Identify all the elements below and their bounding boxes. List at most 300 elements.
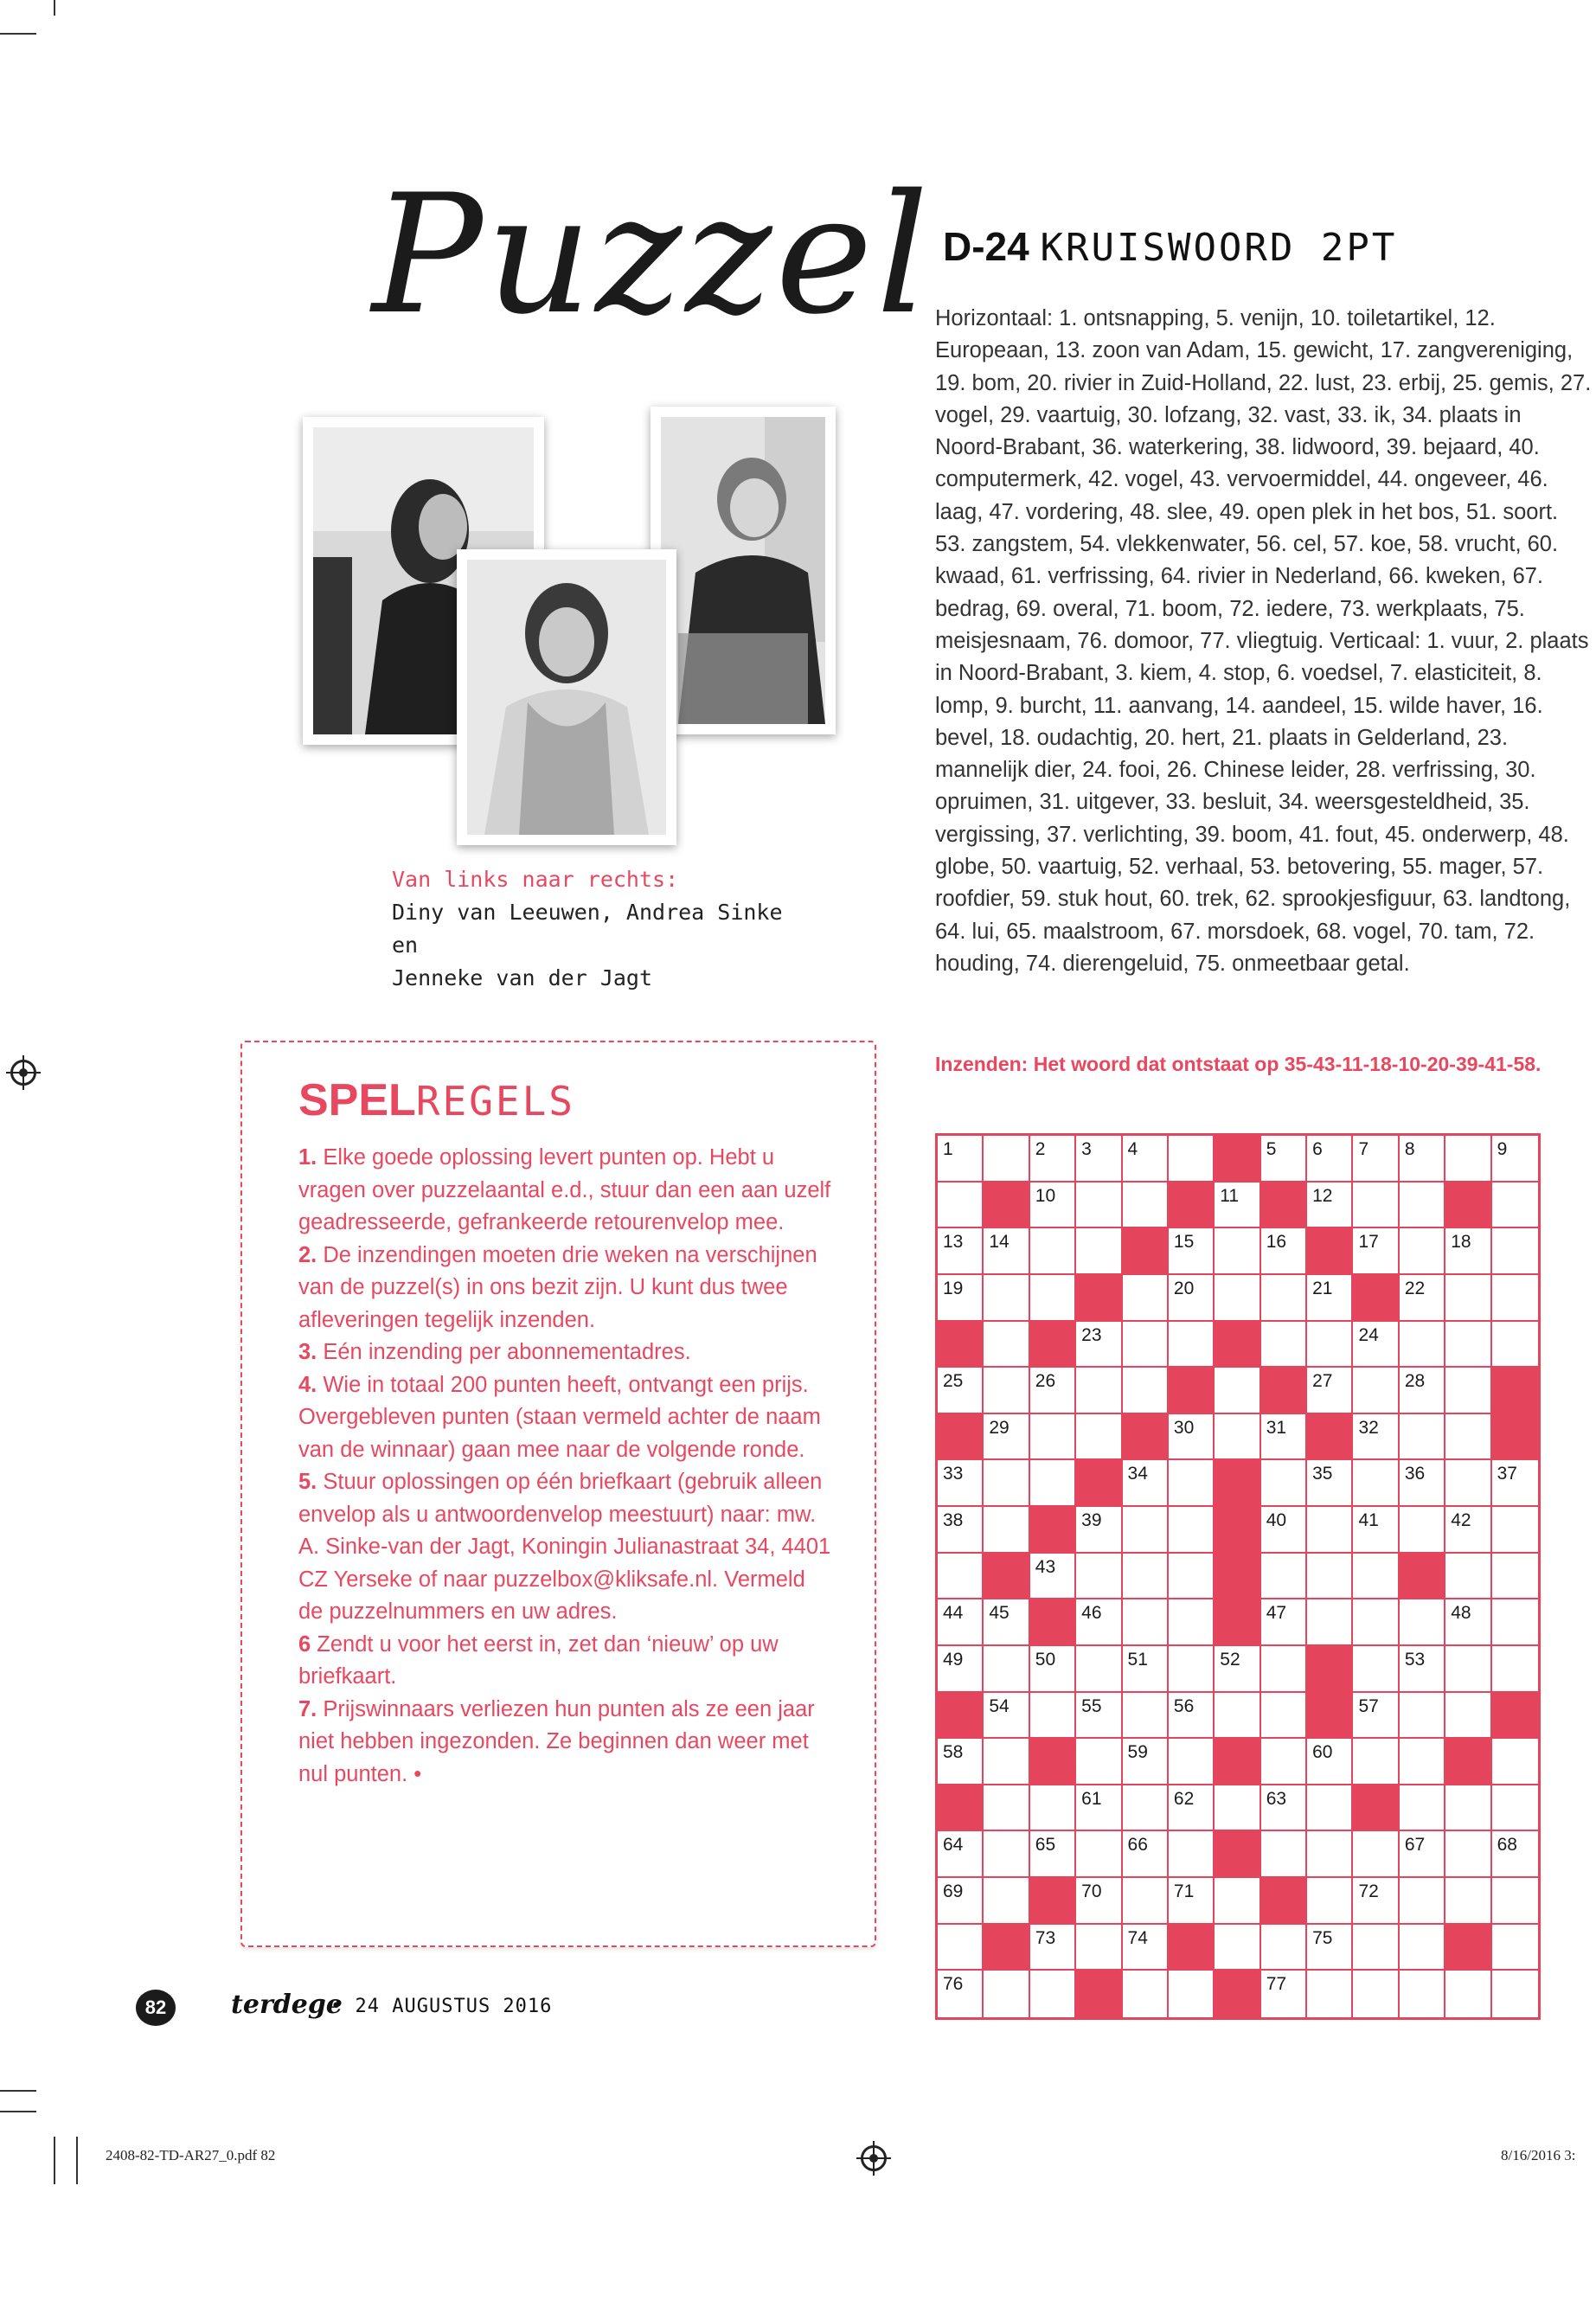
grid-cell[interactable] [1169, 1136, 1215, 1183]
grid-cell[interactable] [1261, 1275, 1307, 1322]
grid-cell[interactable] [1261, 1599, 1307, 1646]
grid-cell[interactable] [1215, 1925, 1260, 1971]
grid-cell[interactable] [938, 1228, 984, 1275]
grid-cell[interactable] [1307, 1460, 1353, 1507]
grid-cell[interactable] [1261, 1414, 1307, 1461]
grid-cell[interactable] [1076, 1599, 1122, 1646]
grid-cell[interactable] [1169, 1599, 1215, 1646]
grid-cell[interactable] [1076, 1554, 1122, 1600]
grid-cell[interactable] [1353, 1554, 1399, 1600]
grid-cell[interactable] [1261, 1785, 1307, 1832]
grid-cell[interactable] [1492, 1785, 1538, 1832]
grid-cell[interactable] [1353, 1368, 1399, 1414]
rule-item [298, 1369, 835, 1467]
grid-cell[interactable] [1030, 1368, 1076, 1414]
grid-cell[interactable] [938, 1460, 984, 1507]
grid-cell[interactable] [1353, 1831, 1399, 1878]
grid-block [1307, 1228, 1353, 1275]
grid-block [1215, 1136, 1260, 1183]
grid-cell[interactable] [984, 1739, 1029, 1785]
grid-cell[interactable] [1445, 1368, 1491, 1414]
grid-cell[interactable] [1076, 1739, 1122, 1785]
grid-cell[interactable] [1445, 1831, 1491, 1878]
grid-cell[interactable] [1030, 1831, 1076, 1878]
grid-cell[interactable] [1353, 1878, 1399, 1925]
rule-item [298, 1240, 835, 1337]
grid-cell[interactable] [1261, 1971, 1307, 2017]
grid-cell[interactable] [938, 1971, 984, 2017]
cell-number: 6 [1312, 1139, 1323, 1159]
cell-number: 1 [943, 1139, 953, 1159]
grid-block [938, 1414, 984, 1461]
rule-number: 2. [298, 1242, 317, 1267]
rule-item [298, 1336, 835, 1369]
grid-cell[interactable] [1400, 1785, 1445, 1832]
submit-instruction: Inzenden: Het woord dat ontstaat op 35-43-11-18-10-20-39-41-58. [935, 1053, 1542, 1075]
puzzle-code: D-24 [943, 224, 1029, 269]
grid-cell[interactable] [1030, 1785, 1076, 1832]
grid-cell[interactable] [1353, 1646, 1399, 1693]
grid-cell[interactable] [1445, 1507, 1491, 1554]
print-slug-date: 8/16/2016 3: [1501, 2147, 1576, 2163]
cell-number: 68 [1497, 1835, 1517, 1856]
grid-cell[interactable] [1261, 1831, 1307, 1878]
grid-cell[interactable] [1353, 1739, 1399, 1785]
cell-number: 42 [1451, 1510, 1471, 1531]
grid-block [1169, 1183, 1215, 1229]
grid-block [1215, 1554, 1260, 1600]
cell-number: 31 [1266, 1417, 1287, 1438]
grid-cell[interactable] [1492, 1460, 1538, 1507]
grid-cell[interactable] [1261, 1646, 1307, 1693]
rules-title-bold: SPEL [298, 1075, 416, 1125]
grid-cell[interactable] [1492, 1878, 1538, 1925]
registration-mark-icon [861, 2145, 887, 2171]
rule-number: 4. [298, 1372, 317, 1397]
grid-cell[interactable] [1123, 1368, 1169, 1414]
grid-cell[interactable] [1076, 1831, 1122, 1878]
grid-cell[interactable] [938, 1368, 984, 1414]
grid-cell[interactable] [1076, 1785, 1122, 1832]
crop-mark [0, 2090, 36, 2092]
grid-cell[interactable] [1123, 1785, 1169, 1832]
caption-names-line2: Jenneke van der Jagt [392, 965, 653, 990]
grid-cell[interactable] [1400, 1183, 1445, 1229]
grid-cell[interactable] [1445, 1599, 1491, 1646]
grid-cell[interactable] [1492, 1925, 1538, 1971]
rule-text: Eén inzending per abonnementadres. [317, 1340, 691, 1364]
grid-block [1353, 1785, 1399, 1832]
grid-cell[interactable] [1400, 1460, 1445, 1507]
puzzle-clues: Horizontaal: 1. ontsnapping, 5. venijn, 10. toiletartikel, 12. Europeaan, 13. zoon van Adam, 15. gewicht, 17. zangvereniging, 19. bom, 20. rivier in Zuid-Holland, 22. lust, 23. erbij, 25. gemis, 27. vogel, 29. vaartuig, 30. lofzang, 32. vast, 33. ik, 34. plaats in Noord-Brabant, 36. waterkering, 38. lidwoord, 39. bejaard, 40. computermerk, 42. vogel, 43. vervoermiddel, 44. ongeveer, 46. laag, 47. vordering, 48. slee, 49. open plek in het bos, 51. soort. 53. zangstem, 54. vlekkenwater, 56. cel, 57. koe, 58. vrucht, 60. kwaad, 61. verfrissing, 64. rivier in Nederland, 66. kweken, 67. bedrag, 69. overal, 71. boom, 72. iedere, 73. werkplaats, 75. meisjesnaam, 76. domoor, 77. vliegtuig. Verticaal: 1. vuur, 2. plaats in Noord-Brabant, 3. kiem, 4. stop, 6. voedsel, 7. elasticiteit, 8. lomp, 9. burcht, 11. aanvang, 14. aandeel, 15. wilde haver, 16. bevel, 18. oudachtig, 20. hert, 21. plaats in Gelderland, 23. mannelijk dier, 24. fooi, 26. Chinese leider, 28. verfrissing, 30. opruimen, 31. uitgever, 33. besluit, 34. weersgesteldheid, 35. vergissing, 37. verlichting, 39. boom, 41. fout, 45. onderwerp, 48. globe, 50. vaartuig, 52. verhaal, 53. betovering, 55. mager, 57. roofdier, 59. stuk hout, 60. trek, 62. sprookjesfiguur, 63. landtong, 64. lui, 65. maalstroom, 67. morsdoek, 68. vogel, 70. tam, 72. houding, 74. dierengeluid, 75. onmeetbaar getal. [935, 306, 1592, 976]
portrait-image [661, 417, 825, 724]
crop-mark [0, 2111, 36, 2112]
grid-cell[interactable] [938, 1878, 984, 1925]
grid-cell[interactable] [1123, 1183, 1169, 1229]
grid-cell[interactable] [938, 1136, 984, 1183]
grid-cell[interactable] [984, 1136, 1029, 1183]
grid-cell[interactable] [1307, 1183, 1353, 1229]
grid-cell[interactable] [1307, 1275, 1353, 1322]
cell-number: 75 [1312, 1927, 1333, 1948]
grid-cell[interactable] [1400, 1739, 1445, 1785]
grid-cell[interactable] [1353, 1507, 1399, 1554]
crop-mark [54, 2137, 55, 2184]
grid-cell[interactable] [938, 1925, 984, 1971]
grid-block [1307, 1414, 1353, 1461]
grid-cell[interactable] [1030, 1414, 1076, 1461]
grid-cell[interactable] [984, 1785, 1029, 1832]
rule-text: Elke goede oplossing levert punten op. Hebt u vragen over puzzelaantal e.d., stuur dan een aan uzelf geadresseerde, gefrankeerde retourenvelop mee. [298, 1145, 831, 1234]
grid-block [1492, 1414, 1538, 1461]
rule-item [298, 1466, 835, 1629]
grid-cell[interactable] [1261, 1739, 1307, 1785]
grid-cell[interactable] [1400, 1368, 1445, 1414]
grid-cell[interactable] [984, 1599, 1029, 1646]
grid-cell[interactable] [1492, 1646, 1538, 1693]
grid-cell[interactable] [1169, 1414, 1215, 1461]
grid-cell[interactable] [938, 1646, 984, 1693]
grid-cell[interactable] [1030, 1554, 1076, 1600]
grid-cell[interactable] [1400, 1322, 1445, 1368]
grid-cell[interactable] [1307, 1739, 1353, 1785]
grid-block [1445, 1183, 1491, 1229]
grid-cell[interactable] [1307, 1925, 1353, 1971]
cell-number: 40 [1266, 1510, 1287, 1531]
grid-cell[interactable] [1030, 1275, 1076, 1322]
grid-cell[interactable] [1215, 1414, 1260, 1461]
grid-cell[interactable] [1307, 1507, 1353, 1554]
grid-cell[interactable] [1353, 1228, 1399, 1275]
grid-cell[interactable] [1400, 1925, 1445, 1971]
grid-cell[interactable] [984, 1228, 1029, 1275]
grid-cell[interactable] [1400, 1646, 1445, 1693]
grid-cell[interactable] [1492, 1507, 1538, 1554]
cell-number: 38 [943, 1510, 964, 1531]
grid-cell[interactable] [984, 1275, 1029, 1322]
grid-cell[interactable] [1123, 1971, 1169, 2017]
grid-cell[interactable] [1123, 1693, 1169, 1740]
grid-cell[interactable] [1076, 1414, 1122, 1461]
cell-number: 10 [1035, 1185, 1056, 1206]
grid-cell[interactable] [1076, 1925, 1122, 1971]
grid-cell[interactable] [1445, 1554, 1491, 1600]
grid-cell[interactable] [984, 1322, 1029, 1368]
grid-cell[interactable] [1261, 1507, 1307, 1554]
cell-number: 53 [1404, 1649, 1426, 1670]
cell-number: 71 [1173, 1881, 1195, 1902]
grid-cell[interactable] [1169, 1646, 1215, 1693]
cell-number: 20 [1173, 1278, 1195, 1298]
grid-cell[interactable] [1261, 1925, 1307, 1971]
crossword-grid[interactable] [935, 1133, 1541, 2020]
grid-cell[interactable] [1492, 1275, 1538, 1322]
cell-number: 44 [943, 1603, 964, 1624]
grid-cell[interactable] [1492, 1136, 1538, 1183]
grid-cell[interactable] [1307, 1785, 1353, 1832]
grid-cell[interactable] [984, 1368, 1029, 1414]
grid-cell[interactable] [1492, 1228, 1538, 1275]
cell-number: 58 [943, 1742, 964, 1763]
grid-cell[interactable] [1169, 1322, 1215, 1368]
grid-cell[interactable] [984, 1693, 1029, 1740]
grid-cell[interactable] [1123, 1507, 1169, 1554]
cell-number: 12 [1312, 1185, 1333, 1206]
grid-cell[interactable] [1169, 1971, 1215, 2017]
grid-cell[interactable] [1169, 1831, 1215, 1878]
grid-cell[interactable] [1353, 1322, 1399, 1368]
grid-cell[interactable] [1169, 1739, 1215, 1785]
grid-cell[interactable] [1400, 1228, 1445, 1275]
grid-cell[interactable] [1169, 1554, 1215, 1600]
grid-block [1215, 1971, 1260, 2017]
grid-cell[interactable] [1492, 1183, 1538, 1229]
cell-number: 30 [1173, 1417, 1195, 1438]
grid-cell[interactable] [1215, 1693, 1260, 1740]
grid-block [1030, 1739, 1076, 1785]
cell-number: 56 [1173, 1695, 1195, 1716]
grid-cell[interactable] [1076, 1228, 1122, 1275]
grid-cell[interactable] [984, 1460, 1029, 1507]
grid-cell[interactable] [1215, 1646, 1260, 1693]
grid-block [1492, 1693, 1538, 1740]
grid-cell[interactable] [1123, 1646, 1169, 1693]
grid-cell[interactable] [1169, 1878, 1215, 1925]
grid-cell[interactable] [1492, 1971, 1538, 2017]
grid-block [1400, 1554, 1445, 1600]
grid-cell[interactable] [1445, 1785, 1491, 1832]
grid-cell[interactable] [938, 1831, 984, 1878]
cell-number: 48 [1451, 1603, 1471, 1624]
grid-cell[interactable] [1445, 1646, 1491, 1693]
cell-number: 4 [1127, 1139, 1138, 1159]
grid-cell[interactable] [1400, 1599, 1445, 1646]
grid-cell[interactable] [1076, 1322, 1122, 1368]
grid-cell[interactable] [1215, 1228, 1260, 1275]
cell-number: 60 [1312, 1742, 1333, 1763]
grid-cell[interactable] [1030, 1971, 1076, 2017]
grid-cell[interactable] [1169, 1460, 1215, 1507]
grid-cell[interactable] [1030, 1460, 1076, 1507]
grid-cell[interactable] [1353, 1136, 1399, 1183]
grid-cell[interactable] [1400, 1971, 1445, 2017]
grid-cell[interactable] [1353, 1460, 1399, 1507]
grid-cell[interactable] [1445, 1322, 1491, 1368]
grid-cell[interactable] [1400, 1693, 1445, 1740]
rule-number: 3. [298, 1340, 317, 1364]
grid-cell[interactable] [1400, 1878, 1445, 1925]
rule-item [298, 1694, 835, 1791]
rules-title-thin: REGELS [415, 1078, 575, 1125]
grid-cell[interactable] [1030, 1646, 1076, 1693]
grid-cell[interactable] [1123, 1925, 1169, 1971]
grid-cell[interactable] [984, 1831, 1029, 1878]
rule-text: De inzendingen moeten drie weken na verschijnen van de puzzel(s) in ons bezit zijn. U kunt dus twee afleveringen tegelijk inzenden. [298, 1242, 817, 1332]
cell-number: 55 [1081, 1695, 1102, 1716]
rule-text: Stuur oplossingen op één briefkaart (gebruik alleen envelop als u antwoordenvelop meestuurt) naar: mw. A. Sinke-van der Jagt, Koningin Julianastraat 34, 4401 CZ Yerseke of naar puzzelbox@kliksafe.nl. Vermeld de puzzelnummers en uw adres. [298, 1470, 831, 1624]
grid-cell[interactable] [1353, 1925, 1399, 1971]
grid-cell[interactable] [1215, 1785, 1260, 1832]
grid-cell[interactable] [1123, 1136, 1169, 1183]
grid-cell[interactable] [1076, 1136, 1122, 1183]
grid-cell[interactable] [1492, 1322, 1538, 1368]
print-slug-file: 2408-82-TD-AR27_0.pdf 82 [106, 2147, 276, 2163]
grid-cell[interactable] [1492, 1739, 1538, 1785]
grid-cell[interactable] [1445, 1693, 1491, 1740]
cell-number: 51 [1127, 1649, 1148, 1670]
grid-block [984, 1554, 1029, 1600]
grid-cell[interactable] [938, 1275, 984, 1322]
grid-cell[interactable] [1123, 1275, 1169, 1322]
grid-cell[interactable] [1169, 1228, 1215, 1275]
rule-number: 7. [298, 1696, 317, 1721]
grid-cell[interactable] [1123, 1739, 1169, 1785]
grid-cell[interactable] [1400, 1136, 1445, 1183]
grid-block [1076, 1275, 1122, 1322]
grid-block [1261, 1878, 1307, 1925]
cell-number: 26 [1035, 1371, 1056, 1392]
grid-block [938, 1785, 984, 1832]
cell-number: 5 [1266, 1139, 1277, 1159]
cell-number: 49 [943, 1649, 964, 1670]
grid-cell[interactable] [1261, 1460, 1307, 1507]
grid-cell[interactable] [1123, 1831, 1169, 1878]
cell-number: 64 [943, 1835, 964, 1856]
grid-cell[interactable] [1261, 1228, 1307, 1275]
grid-cell[interactable] [984, 1878, 1029, 1925]
grid-cell[interactable] [1123, 1878, 1169, 1925]
puzzle-name: KRUISWOORD 2PT [1040, 226, 1398, 270]
grid-cell[interactable] [1445, 1878, 1491, 1925]
cell-number: 74 [1127, 1927, 1148, 1948]
grid-cell[interactable] [984, 1646, 1029, 1693]
cell-number: 9 [1497, 1139, 1508, 1159]
grid-cell[interactable] [1076, 1878, 1122, 1925]
grid-cell[interactable] [1400, 1831, 1445, 1878]
caption-intro: Van links naar rechts: [392, 867, 679, 892]
grid-cell[interactable] [1307, 1322, 1353, 1368]
grid-cell[interactable] [1400, 1507, 1445, 1554]
grid-cell[interactable] [1445, 1460, 1491, 1507]
grid-cell[interactable] [1492, 1554, 1538, 1600]
grid-cell[interactable] [1076, 1368, 1122, 1414]
grid-cell[interactable] [984, 1414, 1029, 1461]
grid-cell[interactable] [1076, 1693, 1122, 1740]
grid-block [1307, 1646, 1353, 1693]
grid-cell[interactable] [1261, 1136, 1307, 1183]
grid-cell[interactable] [1169, 1507, 1215, 1554]
grid-cell[interactable] [1215, 1368, 1260, 1414]
grid-cell[interactable] [1030, 1693, 1076, 1740]
grid-block [1445, 1739, 1491, 1785]
grid-cell[interactable] [1445, 1275, 1491, 1322]
cell-number: 21 [1312, 1278, 1333, 1298]
grid-block [1215, 1460, 1260, 1507]
grid-cell[interactable] [1123, 1322, 1169, 1368]
grid-cell[interactable] [1261, 1322, 1307, 1368]
grid-cell[interactable] [1353, 1599, 1399, 1646]
grid-cell[interactable] [1030, 1183, 1076, 1229]
cell-number: 63 [1266, 1788, 1287, 1809]
grid-cell[interactable] [1492, 1831, 1538, 1878]
cell-number: 16 [1266, 1232, 1287, 1253]
crop-mark [54, 0, 55, 16]
grid-cell[interactable] [938, 1554, 984, 1600]
grid-cell[interactable] [1169, 1693, 1215, 1740]
grid-cell[interactable] [1307, 1971, 1353, 2017]
grid-cell[interactable] [1445, 1414, 1491, 1461]
grid-cell[interactable] [1492, 1599, 1538, 1646]
grid-cell[interactable] [1307, 1831, 1353, 1878]
grid-cell[interactable] [1307, 1878, 1353, 1925]
grid-cell[interactable] [1169, 1785, 1215, 1832]
page-number: 82 [136, 1990, 176, 2026]
grid-cell[interactable] [1076, 1646, 1122, 1693]
grid-cell[interactable] [1353, 1183, 1399, 1229]
grid-cell[interactable] [1353, 1414, 1399, 1461]
grid-cell[interactable] [984, 1971, 1029, 2017]
cell-number: 32 [1358, 1417, 1379, 1438]
grid-cell[interactable] [1307, 1599, 1353, 1646]
rule-text: Zendt u voor het eerst in, zet dan ‘nieuw’ op uw briefkaart. [298, 1631, 779, 1689]
magazine-logo: terdege [231, 1990, 343, 2020]
grid-cell[interactable] [938, 1739, 984, 1785]
grid-cell[interactable] [1445, 1136, 1491, 1183]
grid-cell[interactable] [1123, 1460, 1169, 1507]
grid-cell[interactable] [1353, 1693, 1399, 1740]
grid-cell[interactable] [1215, 1275, 1260, 1322]
grid-cell[interactable] [1076, 1183, 1122, 1229]
grid-cell[interactable] [1076, 1507, 1122, 1554]
grid-block [984, 1925, 1029, 1971]
grid-cell[interactable] [1215, 1183, 1260, 1229]
grid-cell[interactable] [1030, 1228, 1076, 1275]
grid-cell[interactable] [938, 1183, 984, 1229]
grid-cell[interactable] [1123, 1554, 1169, 1600]
grid-cell[interactable] [1123, 1599, 1169, 1646]
grid-cell[interactable] [1169, 1275, 1215, 1322]
cell-number: 19 [943, 1278, 964, 1298]
grid-cell[interactable] [1400, 1275, 1445, 1322]
cell-number: 2 [1035, 1139, 1046, 1159]
grid-cell[interactable] [984, 1507, 1029, 1554]
grid-cell[interactable] [1030, 1136, 1076, 1183]
cell-number: 23 [1081, 1324, 1102, 1345]
grid-cell[interactable] [1307, 1554, 1353, 1600]
grid-cell[interactable] [1307, 1368, 1353, 1414]
grid-cell[interactable] [1445, 1228, 1491, 1275]
cell-number: 77 [1266, 1974, 1287, 1995]
grid-cell[interactable] [1030, 1925, 1076, 1971]
cell-number: 28 [1404, 1371, 1426, 1392]
cell-number: 14 [989, 1232, 1010, 1253]
grid-block [1030, 1507, 1076, 1554]
cell-number: 7 [1358, 1139, 1369, 1159]
cell-number: 62 [1173, 1788, 1195, 1809]
cell-number: 69 [943, 1881, 964, 1902]
grid-cell[interactable] [1307, 1136, 1353, 1183]
grid-block [984, 1183, 1029, 1229]
grid-cell[interactable] [938, 1507, 984, 1554]
cell-number: 70 [1081, 1881, 1102, 1902]
grid-cell[interactable] [1445, 1971, 1491, 2017]
grid-cell[interactable] [1400, 1414, 1445, 1461]
grid-cell[interactable] [1353, 1971, 1399, 2017]
grid-cell[interactable] [1261, 1554, 1307, 1600]
grid-cell[interactable] [938, 1599, 984, 1646]
grid-cell[interactable] [1261, 1693, 1307, 1740]
grid-cell[interactable] [1215, 1878, 1260, 1925]
